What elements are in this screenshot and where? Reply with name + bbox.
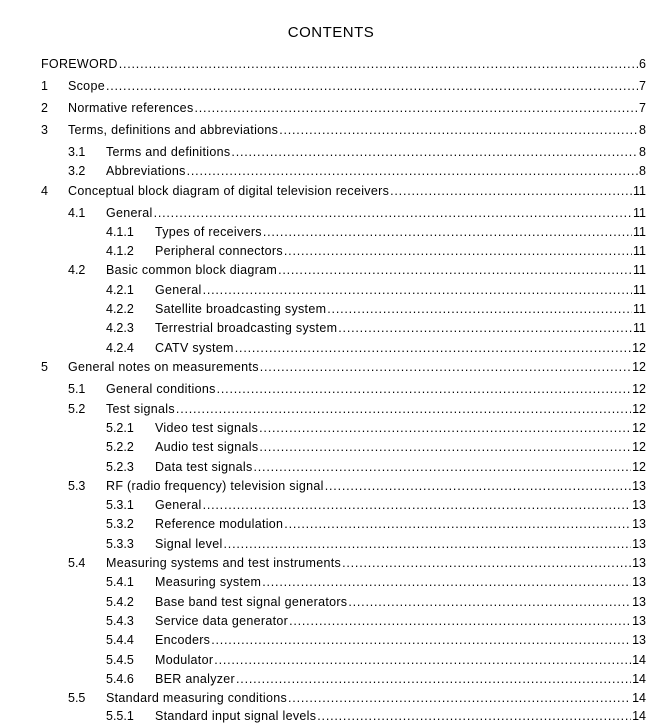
toc-leader-dots bbox=[236, 671, 631, 687]
toc-entry[interactable] bbox=[0, 652, 662, 668]
toc-entry-number: 5.3 bbox=[68, 479, 86, 493]
toc-leader-dots bbox=[342, 555, 631, 571]
toc-entry-label: Service data generator bbox=[155, 614, 289, 628]
toc-entry-page: 12 bbox=[632, 402, 646, 416]
toc-entry-page: 11 bbox=[633, 184, 646, 198]
toc-entry-body bbox=[155, 301, 646, 317]
toc-entry-body bbox=[106, 163, 646, 179]
toc-leader-dots bbox=[203, 497, 632, 513]
toc-leader-dots bbox=[325, 478, 631, 494]
toc-entry[interactable] bbox=[0, 420, 662, 436]
toc-entry-page: 11 bbox=[633, 244, 646, 258]
toc-leader-dots bbox=[284, 516, 631, 532]
toc-entry-page: 8 bbox=[639, 145, 646, 159]
toc-leader-dots bbox=[235, 340, 631, 356]
toc-entry-body bbox=[106, 381, 646, 397]
toc-entry-body bbox=[68, 359, 646, 375]
toc-entry[interactable] bbox=[0, 459, 662, 475]
toc-entry[interactable] bbox=[0, 262, 662, 278]
toc-entry-body bbox=[155, 420, 646, 436]
toc-entry[interactable] bbox=[0, 320, 662, 336]
toc-entry-body bbox=[68, 122, 646, 138]
toc-entry-body bbox=[106, 555, 646, 571]
toc-entry-number: 5.2.2 bbox=[106, 440, 134, 454]
toc-entry-page: 8 bbox=[639, 164, 646, 178]
toc-entry[interactable] bbox=[0, 78, 662, 94]
toc-entry-page: 11 bbox=[633, 206, 646, 220]
toc-entry-body bbox=[68, 100, 646, 116]
toc-entry-number: 3.2 bbox=[68, 164, 86, 178]
toc-leader-dots bbox=[176, 401, 631, 417]
toc-entry-body bbox=[155, 282, 646, 298]
toc-entry-page: 13 bbox=[632, 556, 646, 570]
toc-leader-dots bbox=[214, 652, 631, 668]
toc-entry[interactable] bbox=[0, 340, 662, 356]
toc-entry-number: 4.2.2 bbox=[106, 302, 134, 316]
toc-entry[interactable] bbox=[0, 632, 662, 648]
toc-leader-dots bbox=[317, 708, 631, 724]
toc-entry-page: 14 bbox=[632, 709, 646, 723]
toc-entry-body bbox=[106, 262, 646, 278]
toc-leader-dots bbox=[231, 144, 638, 160]
toc-entry[interactable] bbox=[0, 516, 662, 532]
toc-entry-number: 5.2.3 bbox=[106, 460, 134, 474]
toc-entry-label: Encoders bbox=[155, 633, 211, 647]
toc-leader-dots bbox=[119, 56, 638, 72]
toc-entry-label: Data test signals bbox=[155, 460, 253, 474]
toc-entry[interactable] bbox=[0, 183, 662, 199]
toc-leader-dots bbox=[259, 420, 631, 436]
toc-entry-label: Abbreviations bbox=[106, 164, 186, 178]
toc-entry-body bbox=[106, 401, 646, 417]
toc-entry-label: Conceptual block diagram of digital television receivers bbox=[68, 184, 390, 198]
toc-entry-label: Basic common block diagram bbox=[106, 263, 278, 277]
toc-entry[interactable] bbox=[0, 690, 662, 706]
toc-leader-dots bbox=[348, 594, 631, 610]
toc-entry-body bbox=[68, 183, 646, 199]
toc-leader-dots bbox=[211, 632, 631, 648]
toc-entry-number: 5.5 bbox=[68, 691, 86, 705]
toc-entry-body bbox=[155, 632, 646, 648]
toc-entry-number: 5.3.3 bbox=[106, 537, 134, 551]
toc-leader-dots bbox=[217, 381, 631, 397]
toc-leader-dots bbox=[203, 282, 632, 298]
toc-entry-label: Standard input signal levels bbox=[155, 709, 317, 723]
toc-entry-page: 11 bbox=[633, 263, 646, 277]
toc-entry-body bbox=[155, 497, 646, 513]
toc-entry-page: 14 bbox=[632, 672, 646, 686]
toc-entry-number: 4.1.2 bbox=[106, 244, 134, 258]
toc-entry-page: 13 bbox=[632, 537, 646, 551]
toc-entry-body bbox=[155, 671, 646, 687]
toc-entry-number: 4.1.1 bbox=[106, 225, 134, 239]
toc-entry-page: 8 bbox=[639, 123, 646, 137]
toc-leader-dots bbox=[279, 122, 638, 138]
toc-entry-label: Test signals bbox=[106, 402, 175, 416]
toc-entry-number: 5.4.2 bbox=[106, 595, 134, 609]
toc-entry-page: 12 bbox=[632, 460, 646, 474]
toc-entry-page: 13 bbox=[632, 498, 646, 512]
toc-entry-number: 5.2 bbox=[68, 402, 86, 416]
toc-entry-body bbox=[106, 690, 646, 706]
toc-entry-label: FOREWORD bbox=[41, 57, 118, 71]
toc-entry-number: 2 bbox=[41, 101, 48, 115]
toc-entry-body bbox=[106, 205, 646, 221]
toc-entry-label: CATV system bbox=[155, 341, 234, 355]
toc-entry-label: General notes on measurements bbox=[68, 360, 259, 374]
toc-entry[interactable] bbox=[0, 205, 662, 221]
toc-entry-label: Reference modulation bbox=[155, 517, 284, 531]
toc-entry-label: General bbox=[106, 206, 153, 220]
toc-leader-dots bbox=[327, 301, 632, 317]
toc-entry[interactable] bbox=[0, 574, 662, 590]
toc-leader-dots bbox=[289, 613, 631, 629]
toc-entry[interactable] bbox=[0, 555, 662, 571]
toc-entry-number: 5.4.3 bbox=[106, 614, 134, 628]
toc-entry-number: 4.2.3 bbox=[106, 321, 134, 335]
toc-entry[interactable] bbox=[0, 301, 662, 317]
toc-entry[interactable] bbox=[0, 671, 662, 687]
toc-entry-page: 12 bbox=[632, 440, 646, 454]
toc-entry-number: 5.5.1 bbox=[106, 709, 134, 723]
toc-entry-page: 13 bbox=[632, 517, 646, 531]
toc-entry-body bbox=[68, 78, 646, 94]
toc-entry-label: Modulator bbox=[155, 653, 214, 667]
toc-entry-number: 5.4 bbox=[68, 556, 86, 570]
toc-entry-label: General bbox=[155, 283, 202, 297]
toc-entry-body bbox=[155, 708, 646, 724]
toc-entry-label: Terms, definitions and abbreviations bbox=[68, 123, 279, 137]
toc-entry-body bbox=[155, 652, 646, 668]
toc-entry[interactable] bbox=[0, 613, 662, 629]
toc-entry[interactable] bbox=[0, 144, 662, 160]
toc-entry[interactable] bbox=[0, 536, 662, 552]
toc-entry-number: 5.2.1 bbox=[106, 421, 134, 435]
toc-entry-label: Terrestrial broadcasting system bbox=[155, 321, 338, 335]
toc-entry-body bbox=[155, 574, 646, 590]
toc-entry-page: 12 bbox=[632, 421, 646, 435]
toc-entry-label: Peripheral connectors bbox=[155, 244, 283, 258]
toc-entry-page: 7 bbox=[639, 101, 646, 115]
toc-leader-dots bbox=[260, 359, 631, 375]
page-title: CONTENTS bbox=[287, 24, 375, 41]
toc-entry[interactable] bbox=[0, 243, 662, 259]
toc-entry-label: General bbox=[155, 498, 202, 512]
toc-entry-page: 13 bbox=[632, 479, 646, 493]
toc-entry-label: Scope bbox=[68, 79, 105, 93]
toc-entry-page: 14 bbox=[632, 691, 646, 705]
toc-entry[interactable] bbox=[0, 708, 662, 724]
toc-entry-page: 13 bbox=[632, 633, 646, 647]
toc-entry-number: 5.4.4 bbox=[106, 633, 134, 647]
toc-entry[interactable] bbox=[0, 224, 662, 240]
toc-leader-dots bbox=[154, 205, 632, 221]
toc-leader-dots bbox=[278, 262, 632, 278]
toc-leader-dots bbox=[195, 100, 639, 116]
toc-entry-page: 14 bbox=[632, 653, 646, 667]
toc-entry-number: 5.4.6 bbox=[106, 672, 134, 686]
toc-entry-label: Normative references bbox=[68, 101, 194, 115]
toc-entry-body bbox=[106, 478, 646, 494]
toc-entry-body bbox=[155, 613, 646, 629]
toc-entry-body bbox=[155, 536, 646, 552]
toc-entry[interactable] bbox=[0, 594, 662, 610]
toc-entry-page: 13 bbox=[632, 614, 646, 628]
toc-entry-number: 4.2 bbox=[68, 263, 86, 277]
toc-entry-number: 4 bbox=[41, 184, 48, 198]
toc-entry-body bbox=[155, 340, 646, 356]
toc-leader-dots bbox=[288, 690, 631, 706]
toc-entry-number: 4.1 bbox=[68, 206, 86, 220]
toc-leader-dots bbox=[263, 224, 632, 240]
toc-entry-label: Satellite broadcasting system bbox=[155, 302, 327, 316]
toc-entry[interactable] bbox=[0, 439, 662, 455]
toc-entry-page: 12 bbox=[632, 382, 646, 396]
toc-entry-body bbox=[41, 56, 646, 72]
toc-entry[interactable] bbox=[0, 163, 662, 179]
toc-entry-label: Types of receivers bbox=[155, 225, 262, 239]
toc-entry-number: 5.4.1 bbox=[106, 575, 134, 589]
toc-leader-dots bbox=[187, 163, 638, 179]
toc-entry-label: Terms and definitions bbox=[106, 145, 231, 159]
toc-entry-number: 3 bbox=[41, 123, 48, 137]
toc-entry[interactable] bbox=[0, 381, 662, 397]
toc-entry-number: 1 bbox=[41, 79, 48, 93]
toc-entry-number: 5.4.5 bbox=[106, 653, 134, 667]
toc-entry-page: 12 bbox=[632, 360, 646, 374]
toc-entry[interactable] bbox=[0, 359, 662, 375]
toc-entry[interactable] bbox=[0, 56, 662, 72]
toc-entry-body bbox=[106, 144, 646, 160]
toc-entry-label: Video test signals bbox=[155, 421, 259, 435]
toc-entry-label: Base band test signal generators bbox=[155, 595, 348, 609]
toc-entry-page: 7 bbox=[639, 79, 646, 93]
toc-leader-dots bbox=[284, 243, 632, 259]
toc-entry-body bbox=[155, 516, 646, 532]
toc-leader-dots bbox=[262, 574, 631, 590]
toc-entry[interactable] bbox=[0, 100, 662, 116]
toc-entry-number: 4.2.4 bbox=[106, 341, 134, 355]
toc-entry-page: 13 bbox=[632, 575, 646, 589]
toc-entry-page: 11 bbox=[633, 321, 646, 335]
toc-leader-dots bbox=[254, 459, 632, 475]
toc-leader-dots bbox=[259, 439, 631, 455]
toc-entry-number: 3.1 bbox=[68, 145, 86, 159]
toc-entry-label: General conditions bbox=[106, 382, 216, 396]
toc-entry[interactable] bbox=[0, 282, 662, 298]
toc-entry-label: Signal level bbox=[155, 537, 223, 551]
toc-leader-dots bbox=[106, 78, 638, 94]
toc-entry-number: 5.3.1 bbox=[106, 498, 134, 512]
toc-entry-page: 11 bbox=[633, 283, 646, 297]
toc-entry-body bbox=[155, 439, 646, 455]
toc-entry[interactable] bbox=[0, 478, 662, 494]
toc-entry-body bbox=[155, 459, 646, 475]
toc-entry-body bbox=[155, 320, 646, 336]
toc-leader-dots bbox=[224, 536, 632, 552]
toc-entry-label: Standard measuring conditions bbox=[106, 691, 288, 705]
toc-entry-number: 4.2.1 bbox=[106, 283, 134, 297]
toc-entry-page: 13 bbox=[632, 595, 646, 609]
toc-entry-label: BER analyzer bbox=[155, 672, 236, 686]
toc-entry[interactable] bbox=[0, 401, 662, 417]
toc-entry-page: 11 bbox=[633, 302, 646, 316]
toc-leader-dots bbox=[390, 183, 632, 199]
toc-entry-label: Measuring systems and test instruments bbox=[106, 556, 342, 570]
toc-entry-page: 12 bbox=[632, 341, 646, 355]
toc-entry-number: 5 bbox=[41, 360, 48, 374]
toc-entry-body bbox=[155, 594, 646, 610]
toc-entry-label: Measuring system bbox=[155, 575, 262, 589]
toc-entry-label: RF (radio frequency) television signal bbox=[106, 479, 324, 493]
toc-entry-number: 5.1 bbox=[68, 382, 86, 396]
toc-leader-dots bbox=[338, 320, 632, 336]
toc-entry[interactable] bbox=[0, 497, 662, 513]
toc-entry-body bbox=[155, 224, 646, 240]
toc-entry-page: 6 bbox=[639, 57, 646, 71]
toc-entry-number: 5.3.2 bbox=[106, 517, 134, 531]
toc-entry[interactable] bbox=[0, 122, 662, 138]
toc-entry-label: Audio test signals bbox=[155, 440, 259, 454]
toc-entry-body bbox=[155, 243, 646, 259]
toc-entry-page: 11 bbox=[633, 225, 646, 239]
